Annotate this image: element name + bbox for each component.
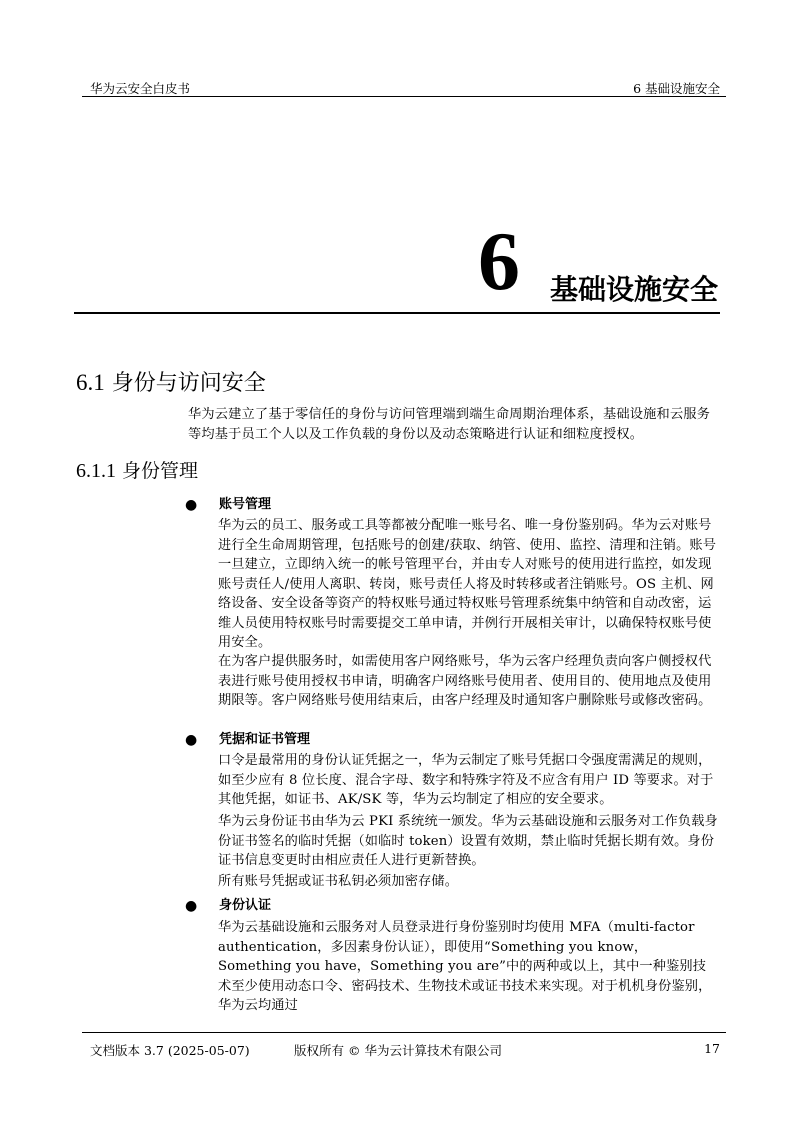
bullet-label: 身份认证 <box>219 898 272 913</box>
header-chapter-title: 6 基础设施安全 <box>633 81 720 96</box>
paragraph: 华为云基础设施和云服务对人员登录进行身份鉴别时均使用 MFA（multi-factor authentication，多因素身份认证），即使用“Something you know，Something you have，Something you are”中的两种或以上，其中一种鉴别技术至少使用动态口令、密码技术、生物技术或证书技术来实现。对于机机身份鉴别，华为云均通过 <box>218 920 712 1013</box>
section-number: 6.1 <box>76 370 105 395</box>
bullet-icon: ● <box>185 497 198 513</box>
chapter-heading <box>74 212 720 314</box>
subsection-title: 身份管理 <box>122 460 199 482</box>
bullet-label: 凭据和证书管理 <box>219 732 311 747</box>
subsection-heading <box>76 456 198 483</box>
chapter-number: 6 <box>478 215 520 308</box>
paragraph: 所有账号凭据或证书私钥必须加密存储。 <box>218 874 459 889</box>
section-title: 身份与访问安全 <box>111 371 266 396</box>
page-header <box>82 76 726 97</box>
section-intro: 华为云建立了基于零信任的身份与访问管理端到端生命周期治理体系，基础设施和云服务等均基于员工个人以及工作负载的身份以及动态策略进行认证和细粒度授权。 <box>188 407 711 442</box>
page-footer <box>82 1032 726 1059</box>
page-number: 17 <box>704 1041 720 1056</box>
document-version: 文档版本 3.7 (2025-05-07) <box>90 1043 250 1058</box>
bullet-icon: ● <box>185 898 198 914</box>
paragraph: 华为云身份证书由华为云 PKI 系统统一颁发。华为云基础设施和云服务对工作负载身份证书签名的临时凭据（如临时 token）设置有效期，禁止临时凭据长期有效。身份证书信息变更时由相应责任人进行更新替换。 <box>218 814 718 868</box>
section-heading <box>76 366 266 397</box>
subsection-number: 6.1.1 <box>76 460 116 482</box>
chapter-title: 基础设施安全 <box>549 273 718 306</box>
copyright: 版权所有 © 华为云计算技术有限公司 <box>294 1043 502 1058</box>
bullet-icon: ● <box>185 732 198 748</box>
bullet-label: 账号管理 <box>219 497 272 512</box>
paragraph: 在为客户提供服务时，如需使用客户网络账号，华为云客户经理负责向客户侧授权代表进行账号使用授权书申请，明确客户网络账号使用者、使用目的、使用地点及使用期限等。客户网络账号使用结束后，由客户经理及时通知客户删除账号或修改密码。 <box>218 654 712 708</box>
header-doc-title: 华为云安全白皮书 <box>90 81 191 96</box>
paragraph: 口令是最常用的身份认证凭据之一，华为云制定了账号凭据口令强度需满足的规则，如至少应有 8 位长度、混合字母、数字和特殊字符及不应含有用户 ID 等要求。对于其他凭据，如证书、AK/SK 等，华为云均制定了相应的安全要求。 <box>218 753 714 807</box>
paragraph: 华为云的员工、服务或工具等都被分配唯一账号名、唯一身份鉴别码。华为云对账号进行全生命周期管理，包括账号的创建/获取、纳管、使用、监控、清理和注销。账号一旦建立，立即纳入统一的帐号管理平台，并由专人对账号的使用进行监控，如发现账号责任人/使用人离职、转岗，账号责任人将及时转移或者注销账号。OS 主机、网络设备、安全设备等资产的特权账号通过特权账号管理系统集中纳管和自动改密，运维人员使用特权账号时需要提交工单申请，并例行开展相关审计，以确保特权账号使用安全。 <box>218 518 717 650</box>
